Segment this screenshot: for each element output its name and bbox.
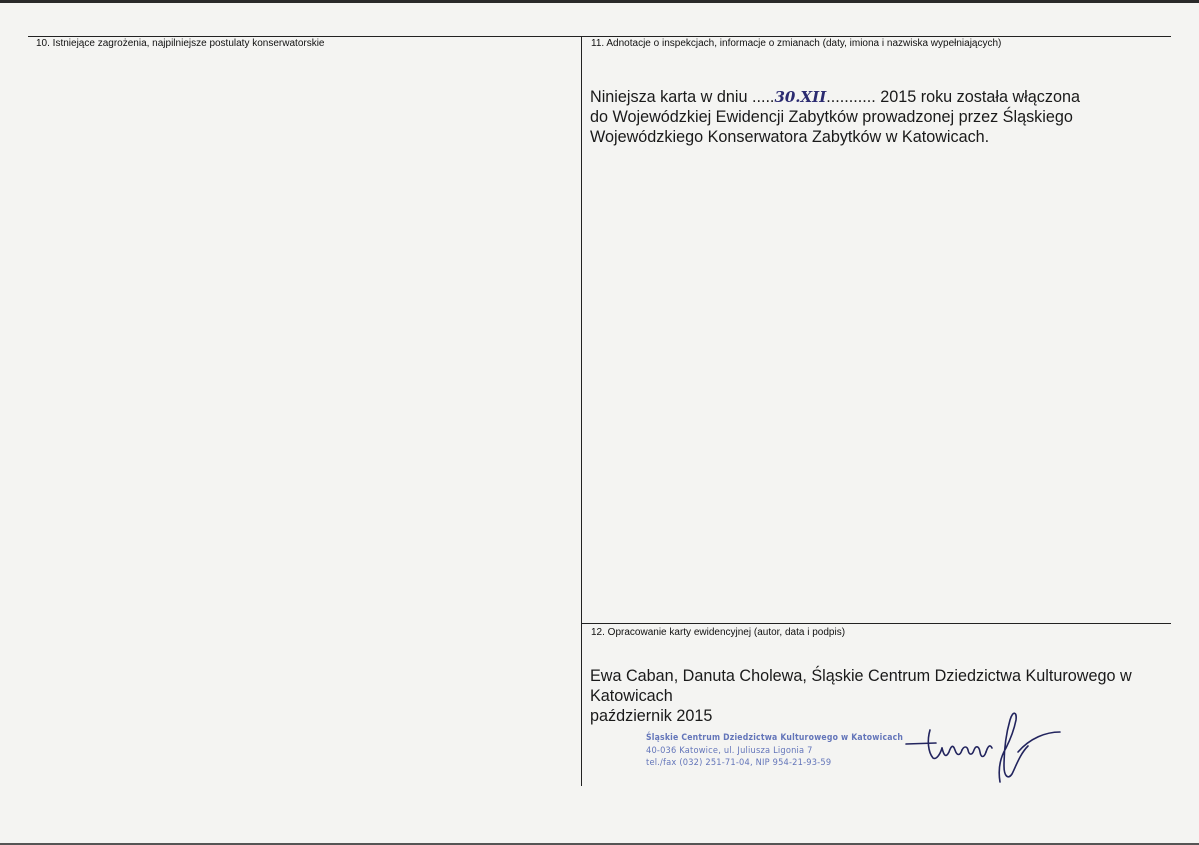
handwritten-date: 30.XII <box>774 88 827 106</box>
section-11-text <box>590 87 1080 147</box>
handwritten-signature <box>900 700 1070 790</box>
section-11-line-2: do Wojewódzkiej Ewidencji Zabytków prowadzonej przez Śląskiego <box>590 108 1073 126</box>
column-divider <box>581 36 582 786</box>
section-12-line-1: Ewa Caban, Danuta Cholewa, Śląskie Centrum Dziedzictwa Kulturowego w <box>590 667 1132 685</box>
text-before-date: Niniejsza karta w dniu ..... <box>590 88 775 106</box>
stamp-line-2: 40-036 Katowice, ul. Juliusza Ligonia 7 <box>646 744 813 756</box>
section-11-line-1 <box>590 87 1080 107</box>
section-12-label: 12. Opracowanie karty ewidencyjnej (autor, data i podpis) <box>591 627 846 638</box>
section-12-top-border <box>581 623 1171 624</box>
section-12-line-3: październik 2015 <box>590 707 713 725</box>
section-10-label: 10. Istniejące zagrożenia, najpilniejsze postulaty konserwatorskie <box>36 38 325 49</box>
section-11-line-3: Wojewódzkiego Konserwatora Zabytków w Katowicach. <box>590 128 990 146</box>
section-12-line-2: Katowicach <box>590 687 673 705</box>
section-11-label: 11. Adnotacje o inspekcjach, informacje o zmianach (daty, imiona i nazwiska wypełniających) <box>591 38 1002 49</box>
stamp-line-1: Śląskie Centrum Dziedzictwa Kulturowego w Katowicach <box>646 733 904 743</box>
stamp-line-3: tel./fax (032) 251-71-04, NIP 954-21-93-59 <box>646 757 832 768</box>
page-top-edge <box>0 0 1199 3</box>
institution-stamp <box>646 732 904 770</box>
table-top-border <box>28 36 1171 37</box>
text-after-date: ........... 2015 roku została włączona <box>826 88 1080 106</box>
